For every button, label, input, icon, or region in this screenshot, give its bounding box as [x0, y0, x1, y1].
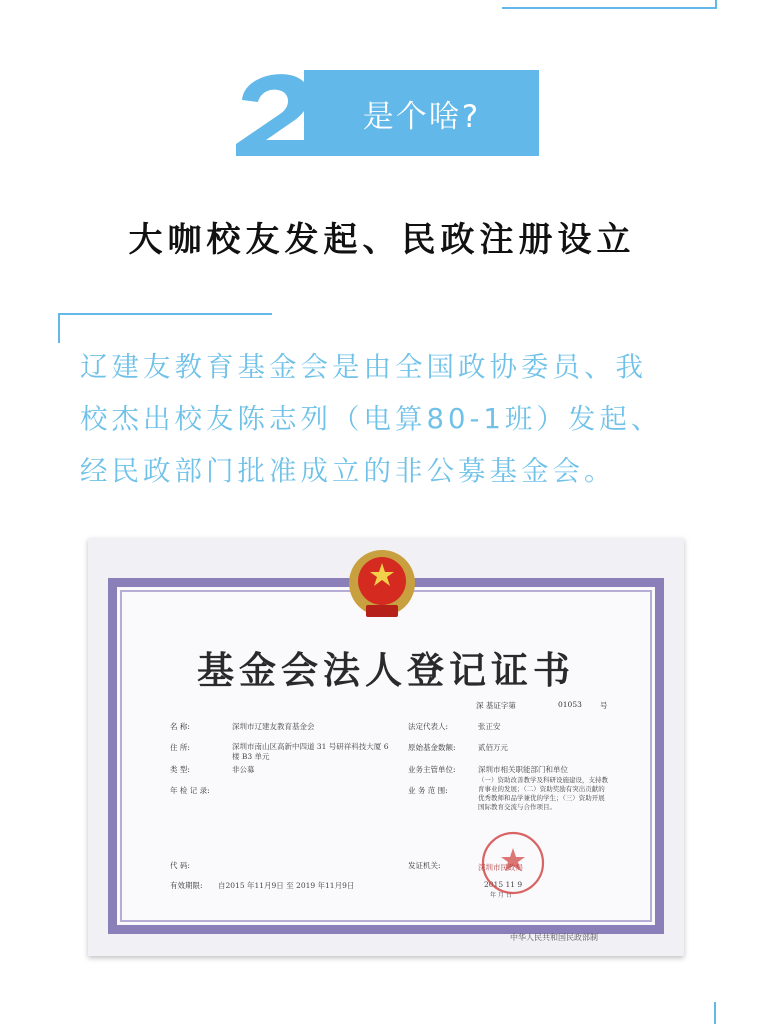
intro-paragraph: [80, 341, 700, 497]
national-emblem-icon: [344, 547, 420, 623]
intro-decorative-frame: [58, 313, 272, 343]
top-decorative-frame: [502, 0, 717, 9]
authority-label: 业务主管单位:: [408, 765, 456, 774]
certificate-footer: 中华人民共和国民政部制: [510, 933, 598, 942]
certificate-title: 基金会法人登记证书: [197, 648, 575, 692]
bottom-decorative-line: [714, 1002, 716, 1024]
type-value: 非公募: [232, 765, 255, 774]
code-label: 代 码:: [170, 861, 190, 870]
issue-date: 2015 11 9: [484, 880, 523, 889]
type-label: 类 型:: [170, 765, 190, 774]
section-title: 是个啥?: [362, 98, 481, 135]
certificate-number-prefix: 深 基证字第: [476, 701, 516, 710]
scope-label: 业 务 范 围:: [408, 786, 448, 795]
page-heading: 大咖校友发起、民政注册设立: [128, 220, 636, 260]
address-label: 住 所:: [170, 743, 190, 752]
seal-text: 深圳市民政局: [478, 863, 523, 872]
validity-value: 自2015 年11月9日 至 2019 年11月9日: [218, 881, 355, 890]
address-value: 深圳市南山区高新中四道 31 号研祥科技大厦 6 楼 B3 单元: [232, 742, 389, 761]
scope-value: （一）资助改善教学及科研设施建设，支持教育事业的发展；（二）资助奖励有突出贡献的优秀教师和品学兼优的学生；（三）资助开展国际教育交流与合作项目。: [478, 776, 608, 811]
intro-line: 校杰出校友陈志列（电算80-1班）发起、: [80, 403, 663, 435]
certificate-number: 01053: [558, 700, 582, 709]
fund-value: 贰佰万元: [478, 743, 508, 752]
representative-label: 法定代表人:: [408, 722, 449, 731]
intro-line: 经民政部门批准成立的非公募基金会。: [80, 455, 616, 487]
name-label: 名 称:: [170, 722, 190, 731]
authority-value: 深圳市相关职能部门和单位: [478, 765, 568, 774]
fund-label: 原始基金数额:: [408, 743, 456, 752]
issuer-label: 发证机关:: [408, 861, 441, 870]
annual-check-label: 年 检 记 录:: [170, 786, 210, 795]
name-value: 深圳市辽建友教育基金会: [232, 722, 315, 731]
validity-label: 有效期限:: [170, 881, 203, 890]
issue-date-units: 年 月 日: [490, 892, 512, 899]
representative-value: 张正安: [478, 722, 501, 731]
certificate-number-suffix: 号: [600, 701, 608, 710]
intro-line: 辽建友教育基金会是由全国政协委员、我: [80, 351, 647, 383]
